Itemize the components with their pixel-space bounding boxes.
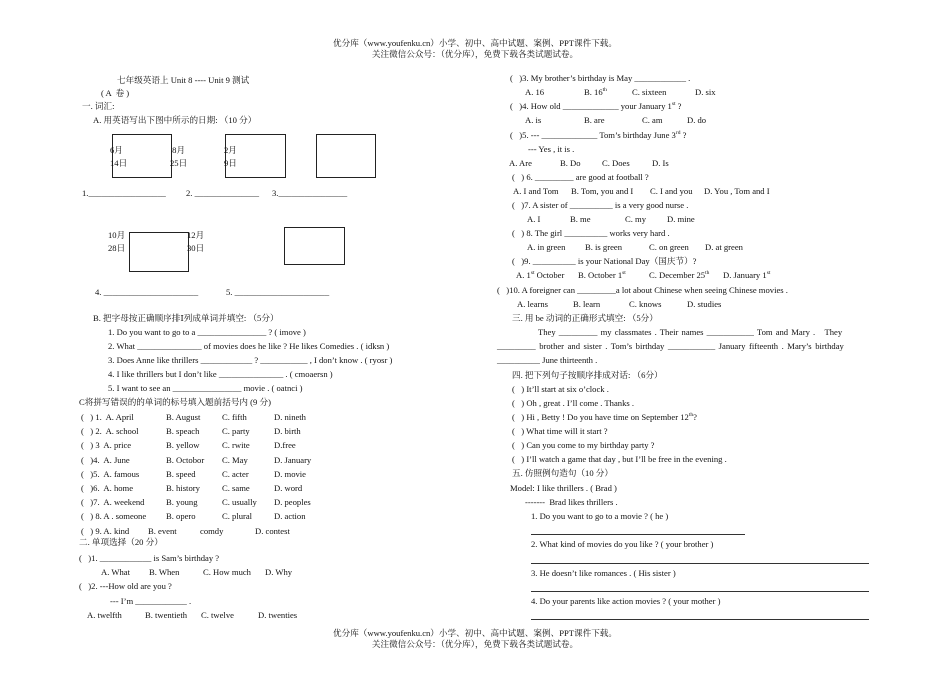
rewrite-q2: 2. What kind of movies do you like ? ( your brother ) — [531, 539, 714, 549]
spelling-row-2-option-c: C. party — [222, 426, 250, 437]
mc-q3-opt-c: C. sixteen — [632, 87, 667, 97]
date-label-4: 10月 28日 — [108, 230, 126, 253]
part2-title: 二. 单项选择（20 分） — [79, 537, 163, 547]
mc-q8-opt-d: D. at green — [705, 242, 743, 252]
date-box-4 — [129, 232, 189, 272]
spelling-row-8-option-d: D. action — [274, 511, 306, 522]
spelling-row-4: ( )4. A. June — [81, 454, 130, 465]
spelling-row-6: ( )6. A. home — [81, 483, 134, 493]
rewrite-q1: 1. Do you want to go to a movie ? ( he ) — [531, 511, 669, 521]
answer-line-3 — [531, 591, 869, 592]
spelling-row-7-option-d: D. peoples — [274, 497, 311, 508]
answer-2: 2. _______________ — [186, 188, 260, 198]
paper-label: ( A 卷 ) — [101, 88, 130, 98]
mc-q8-opt-a: A. in green — [527, 242, 566, 252]
mc-q5-opt-b: B. Do — [560, 158, 581, 168]
mc-q1-opt-a: A. What — [101, 567, 130, 577]
spelling-row-3-option-d: D.free — [274, 440, 296, 451]
mc-q6-opt-c: C. I and you — [650, 186, 693, 196]
spelling-row-1-option-c: C. fifth — [222, 412, 247, 422]
spelling-row-5-option-c: C. acter — [222, 468, 249, 479]
answer-1: 1.__________________ — [82, 188, 166, 198]
mc-q2-opt-a: A. twelfth — [87, 610, 122, 620]
mc-q10-opt-a: A. learns — [517, 299, 549, 309]
part3-line-1: They _________ my classmates . Their names ___________ Tom and Mary . They — [538, 327, 843, 337]
mc-q7-opt-b: B. me — [570, 214, 591, 224]
answer-3: 3.________________ — [272, 188, 348, 198]
spelling-row-3-option-c: C. rwite — [222, 440, 250, 451]
spelling-row-1-option-d: D. nineth — [274, 412, 306, 422]
part1-title: 一. 词汇: — [82, 101, 115, 111]
mc-q10-opt-b: B. learn — [573, 299, 601, 309]
spelling-row-5-option-d: D. movie — [274, 468, 306, 479]
mc-q2: ( )2. ---How old are you ? — [79, 581, 172, 591]
spelling-row-9: ( ) 9. A. kind — [81, 525, 130, 536]
mc-q10: ( )10. A foreigner can _________a lot about Chinese when seeing Chinese movies . — [497, 285, 788, 295]
part3-line-2: _________ brother and sister . Tom’s birthday ___________ January fifteenth . Mary’s birthday — [497, 341, 844, 351]
spelling-row-2-option-d: D. birth — [274, 426, 301, 437]
section-c-title: C将拼写错误的的单词的标号填入题前括号内 (9 分) — [79, 397, 271, 407]
spelling-row-8: ( ) 8. A . someone — [81, 511, 147, 522]
spelling-row-8-option-b: B. opero — [166, 511, 196, 522]
spelling-row-6-option-d: D. word — [274, 483, 303, 493]
spelling-row-8-option-c: C. plural — [222, 511, 253, 522]
rewrite-q3: 3. He doesn’t like romances . ( His sister ) — [531, 568, 676, 578]
mc-q9-opt-a: A. 1st October — [516, 270, 565, 280]
spelling-row-6-option-c: C. same — [222, 483, 250, 493]
dialog-line-1: ( ) It’ll start at six o’clock . — [512, 384, 609, 394]
spelling-row-1-option-b: B. August — [166, 412, 201, 422]
section-b-q3: 3. Does Anne like thrillers ____________ ? ___________ , I don’t know . ( ryosr ) — [108, 355, 393, 365]
mc-q7-opt-d: D. mine — [667, 214, 695, 224]
spelling-row-9-option-d: D. contest — [255, 525, 290, 536]
mc-q9: ( )9. __________ is your National Day（国庆节）? — [512, 256, 697, 266]
mc-q2-opt-d: D. twenties — [258, 610, 298, 620]
header-line-2: 关注微信公众号：（优分库），免费下载各类试题试卷。 — [371, 49, 579, 59]
date-box-3 — [316, 134, 376, 178]
mc-q4: ( )4. How old _____________ your January 1st ? — [510, 101, 682, 111]
date-label-2: 8月 25日 — [170, 145, 188, 168]
section-b-q2: 2. What _______________ of movies does he like ? He likes Comedies . ( idksn ) — [108, 341, 390, 351]
spelling-row-5: ( )5. A. famous — [81, 468, 140, 479]
mc-q5-opt-c: C. Does — [602, 158, 630, 168]
spelling-row-7-option-c: C. usually — [222, 497, 257, 508]
mc-q7-opt-c: C. my — [625, 214, 647, 224]
answer-5: 5. ______________________ — [226, 287, 330, 297]
spelling-row-9-option-b: B. event — [148, 525, 177, 536]
spelling-row-3: ( ) 3 A. price — [81, 440, 132, 451]
model-answer: ------- Brad likes thrillers . — [525, 497, 618, 507]
mc-q9-opt-b: B. October 1st — [578, 270, 626, 280]
mc-q4-opt-b: B. are — [584, 115, 605, 125]
mc-q5: ( )5. --- _____________ Tom’s birthday June 3rd ? — [510, 130, 687, 140]
mc-q2-opt-b: B. twentieth — [145, 610, 188, 620]
section-a-title: A. 用英语写出下图中所示的日期: （10 分） — [93, 115, 257, 125]
spelling-row-4-option-b: B. Octobor — [166, 454, 205, 465]
header-line-1: 优分库（www.youfenku.cn）小学、初中、高中试题、案例、PPT课件下载。 — [333, 38, 617, 48]
section-b-title: B. 把字母按正确顺序排Ⅰ列成单词并填空: （5分） — [93, 313, 279, 323]
spelling-row-4-option-c: C. May — [222, 454, 248, 465]
mc-q6-opt-b: B. Tom, you and I — [571, 186, 634, 196]
mc-q6: ( ) 6. _________ are good at football ? — [512, 172, 649, 182]
answer-line-4 — [531, 619, 869, 620]
mc-q4-opt-c: C. am — [642, 115, 663, 125]
mc-q1-opt-b: B. When — [149, 567, 180, 577]
mc-q2-sub: --- I’m ____________ . — [110, 596, 192, 606]
mc-q8: ( ) 8. The girl __________ works very hard . — [512, 228, 670, 238]
part5-title: 五. 仿照例句造句（10 分） — [512, 468, 613, 478]
section-b-q5: 5. I want to see an ________________ movie . ( oatnci ) — [108, 383, 303, 393]
spelling-row-1: ( ) 1. A. April — [81, 412, 134, 422]
spelling-row-7-option-b: B. young — [166, 497, 198, 508]
part4-title: 四. 把下列句子按顺序排成对话: （6分） — [512, 370, 663, 380]
mc-q7-opt-a: A. I — [527, 214, 541, 224]
mc-q4-opt-a: A. is — [525, 115, 542, 125]
dialog-line-3: ( ) Hi , Betty ! Do you have time on September 12th? — [512, 412, 697, 422]
answer-line-1 — [531, 534, 745, 535]
mc-q6-opt-a: A. I and Tom — [513, 186, 559, 196]
mc-q4-opt-d: D. do — [687, 115, 707, 125]
date-label-3: 2月 9日 — [224, 145, 237, 168]
mc-q1-opt-d: D. Why — [265, 567, 293, 577]
spelling-row-4-option-d: D. January — [274, 454, 312, 465]
section-b-q1: 1. Do you want to go to a ________________ ? ( imove ) — [108, 327, 306, 337]
test-title: 七年级英语上 Unit 8 ---- Unit 9 测试 — [117, 75, 250, 85]
part3-title: 三. 用 be 动词的正确形式填空: （5分） — [512, 313, 658, 323]
mc-q1: ( )1. ____________ is Sam’s birthday ? — [79, 553, 220, 563]
spelling-row-6-option-b: B. history — [166, 483, 200, 493]
footer-line-2: 关注微信公众号：（优分库），免费下载各类试题试卷。 — [371, 639, 579, 649]
mc-q2-opt-c: C. twelve — [201, 610, 234, 620]
mc-q10-opt-d: D. studies — [687, 299, 722, 309]
mc-q8-opt-b: B. is green — [585, 242, 622, 252]
mc-q6-opt-d: D. You , Tom and I — [704, 186, 770, 196]
model-sentence: Model: I like thrillers . ( Brad ) — [510, 483, 617, 493]
dialog-line-6: ( ) I’ll watch a game that day , but I’ll be free in the evening . — [512, 454, 727, 464]
dialog-line-5: ( ) Can you come to my birthday party ? — [512, 440, 655, 450]
date-label-1: 6月 14日 — [110, 145, 128, 168]
footer-line-1: 优分库（www.youfenku.cn）小学、初中、高中试题、案例、PPT课件下载。 — [333, 628, 617, 638]
spelling-row-3-option-b: B. yellow — [166, 440, 200, 451]
mc-q5-opt-a: A. Are — [509, 158, 532, 168]
rewrite-q4: 4. Do your parents like action movies ? ( your mother ) — [531, 596, 721, 606]
mc-q9-opt-d: D. January 1st — [723, 270, 771, 280]
spelling-row-5-option-b: B. speed — [166, 468, 196, 479]
date-label-5: 12月 30日 — [187, 230, 205, 253]
part3-line-3: __________ June thirteenth . — [497, 355, 598, 365]
spelling-row-7: ( )7. A. weekend — [81, 497, 145, 508]
spelling-row-2-option-b: B. speach — [166, 426, 200, 437]
mc-q3-opt-d: D. six — [695, 87, 716, 97]
mc-q5-sub: --- Yes , it is . — [528, 144, 575, 154]
answer-line-2 — [531, 563, 869, 564]
section-b-q4: 4. I like thrillers but I don’t like _______________ . ( cmoaersn ) — [108, 369, 333, 379]
mc-q3: ( )3. My brother’s birthday is May ____________ . — [510, 73, 691, 83]
mc-q10-opt-c: C. knows — [629, 299, 662, 309]
date-box-5 — [284, 227, 345, 265]
mc-q9-opt-c: C. December 25th — [649, 270, 710, 280]
spelling-row-2: ( ) 2. A. school — [81, 426, 139, 437]
dialog-line-4: ( ) What time will it start ? — [512, 426, 608, 436]
mc-q1-opt-c: C. How much — [203, 567, 251, 577]
mc-q8-opt-c: C. on green — [649, 242, 689, 252]
mc-q3-opt-b: B. 16th — [584, 87, 607, 97]
spelling-row-9-option-c: comdy — [200, 525, 224, 536]
dialog-line-2: ( ) Oh , great . I’ll come . Thanks . — [512, 398, 635, 408]
mc-q5-opt-d: D. Is — [652, 158, 669, 168]
mc-q7: ( )7. A sister of __________ is a very good nurse . — [512, 200, 689, 210]
answer-4: 4. ______________________ — [95, 287, 199, 297]
mc-q3-opt-a: A. 16 — [525, 87, 545, 97]
